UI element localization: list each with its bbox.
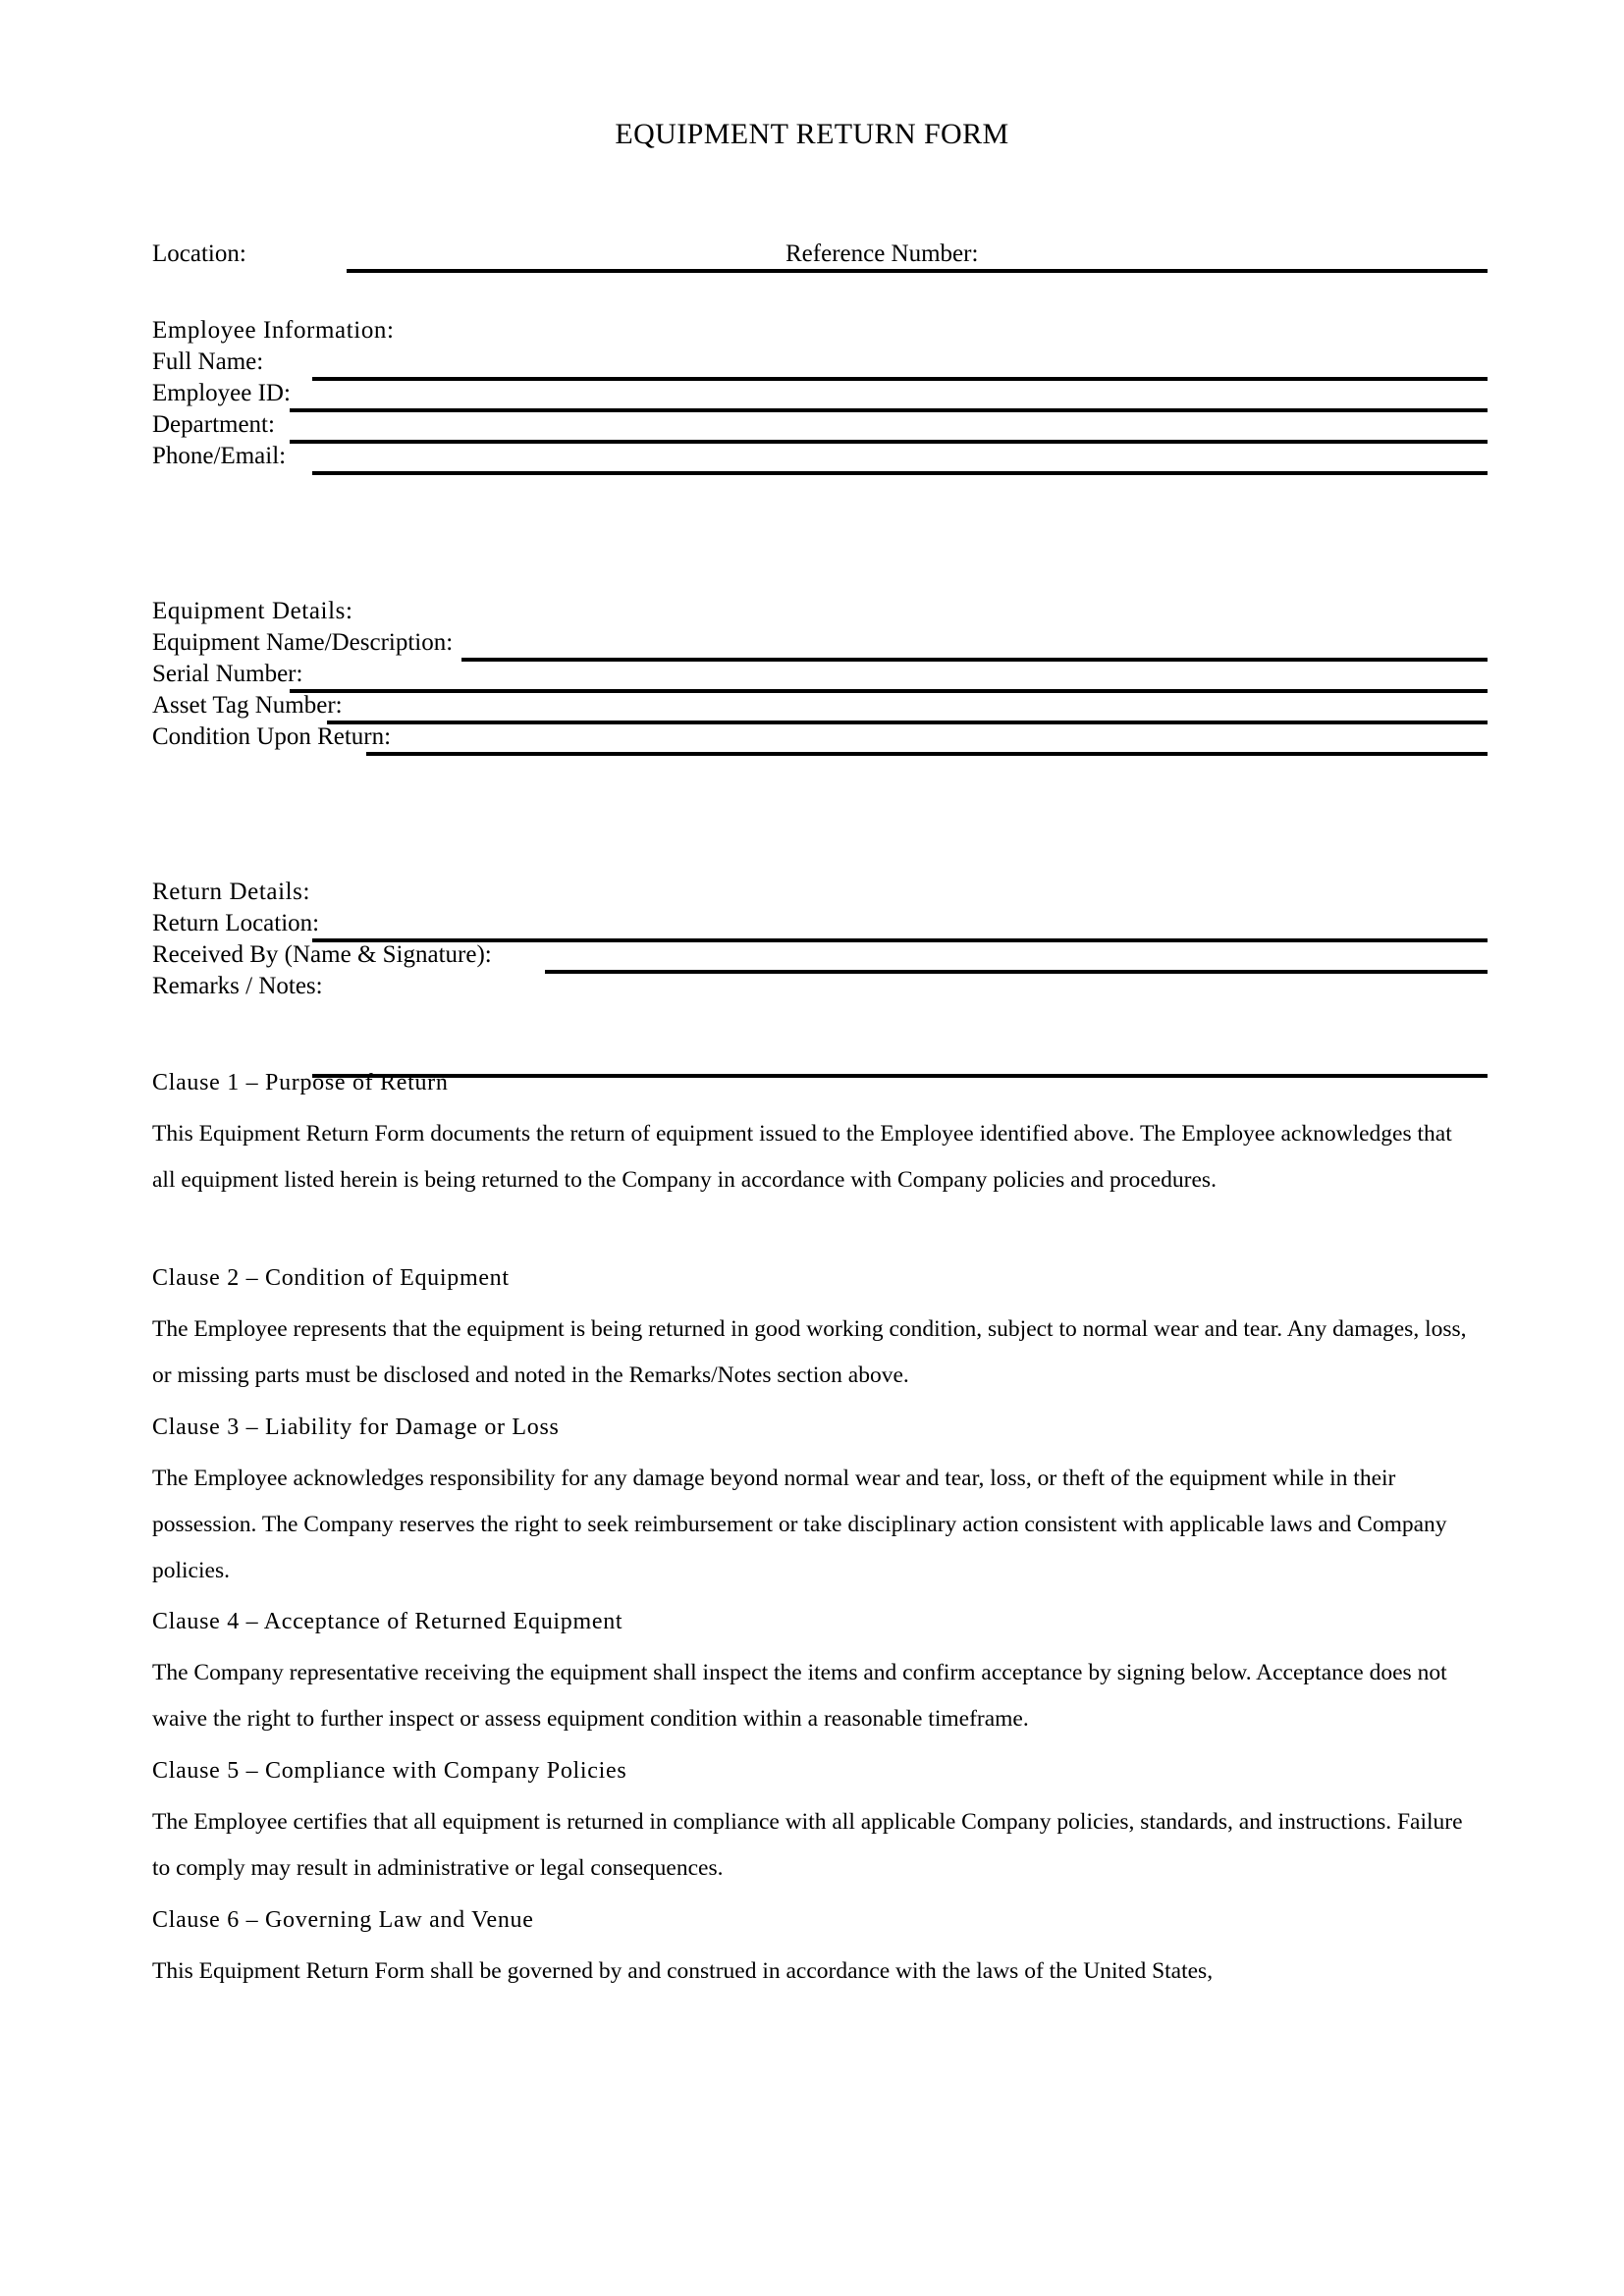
- clause-2: [152, 1261, 1473, 1399]
- equipment-name-label: Equipment Name/Description:: [152, 629, 454, 656]
- clause-4-body: The Company representative receiving the equipment shall inspect the items and confirm acceptance by signing below. Acceptance does not waive the right to further inspect or assess equipment condition within a reasonable timeframe.: [152, 1660, 1447, 1732]
- field-row-equipment-name: [152, 628, 1488, 662]
- reference-number-label: Reference Number:: [785, 240, 979, 267]
- clause-6-title: Clause 6 – Governing Law and Venue: [152, 1907, 534, 1933]
- clause-1: [152, 1066, 1473, 1203]
- field-row-serial-number: [152, 660, 1488, 693]
- clause-4-title: Clause 4 – Acceptance of Returned Equipment: [152, 1609, 623, 1634]
- clause-3-title: Clause 3 – Liability for Damage or Loss: [152, 1415, 560, 1440]
- section-heading-employee-information: Employee Information:: [152, 317, 395, 344]
- clause-3: [152, 1411, 1473, 1594]
- clause-2-body: The Employee represents that the equipment is being returned in good working condition, subject to normal wear and tear. Any damages, loss, or missing parts must be disclosed and noted in the Remarks/Notes section above.: [152, 1316, 1467, 1388]
- page-title: EQUIPMENT RETURN FORM: [615, 118, 1009, 150]
- field-row-employee-id: [152, 379, 1488, 412]
- field-row-received-by: [152, 940, 1488, 974]
- phone-email-input-rule[interactable]: [312, 471, 1488, 475]
- phone-email-label: Phone/Email:: [152, 443, 287, 469]
- field-row-phone-email: [152, 442, 1488, 475]
- condition-upon-return-input-rule[interactable]: [366, 752, 1488, 756]
- received-by-label: Received By (Name & Signature):: [152, 941, 492, 968]
- return-location-label: Return Location:: [152, 910, 320, 936]
- clause-3-body: The Employee acknowledges responsibility for any damage beyond normal wear and tear, loss, or theft of the equipment while in their possession. The Company reserves the right to seek reimbursement or take disciplinary action consistent with applicable laws and Company policies.: [152, 1466, 1447, 1583]
- field-row-condition-upon-return: [152, 722, 1488, 756]
- field-row-return-location: [152, 909, 1488, 942]
- clause-5: [152, 1754, 1473, 1892]
- header-field-row: [152, 240, 1488, 273]
- clause-5-title: Clause 5 – Compliance with Company Policies: [152, 1758, 627, 1784]
- clause-2-title: Clause 2 – Condition of Equipment: [152, 1265, 510, 1291]
- field-row-full-name: [152, 347, 1488, 381]
- asset-tag-number-label: Asset Tag Number:: [152, 692, 343, 719]
- condition-upon-return-label: Condition Upon Return:: [152, 723, 392, 750]
- serial-number-label: Serial Number:: [152, 661, 303, 687]
- field-row-department: [152, 410, 1488, 444]
- full-name-label: Full Name:: [152, 348, 264, 375]
- clause-5-body: The Employee certifies that all equipment is returned in compliance with all applicable Company policies, standards, and instructions. Failure to comply may result in administrative or legal consequences.: [152, 1809, 1463, 1881]
- clause-4: [152, 1605, 1473, 1742]
- clause-1-body: This Equipment Return Form documents the return of equipment issued to the Employee identified above. The Employee acknowledges that all equipment listed herein is being returned to the Company in accordance with Company policies and procedures.: [152, 1121, 1452, 1193]
- clause-6: [152, 1903, 1473, 1995]
- clause-1-title: Clause 1 – Purpose of Return: [152, 1070, 449, 1095]
- location-reference-input-rule[interactable]: [347, 269, 1488, 273]
- employee-id-label: Employee ID:: [152, 380, 291, 406]
- field-row-remarks-notes: [152, 972, 1488, 1005]
- department-label: Department:: [152, 411, 275, 438]
- field-row-asset-tag-number: [152, 691, 1488, 724]
- clause-6-body: This Equipment Return Form shall be governed by and construed in accordance with the laws of the United States,: [152, 1958, 1214, 1984]
- remarks-notes-label: Remarks / Notes:: [152, 973, 323, 999]
- section-heading-return-details: Return Details:: [152, 879, 311, 905]
- section-heading-equipment-details: Equipment Details:: [152, 598, 353, 624]
- location-label: Location:: [152, 240, 246, 267]
